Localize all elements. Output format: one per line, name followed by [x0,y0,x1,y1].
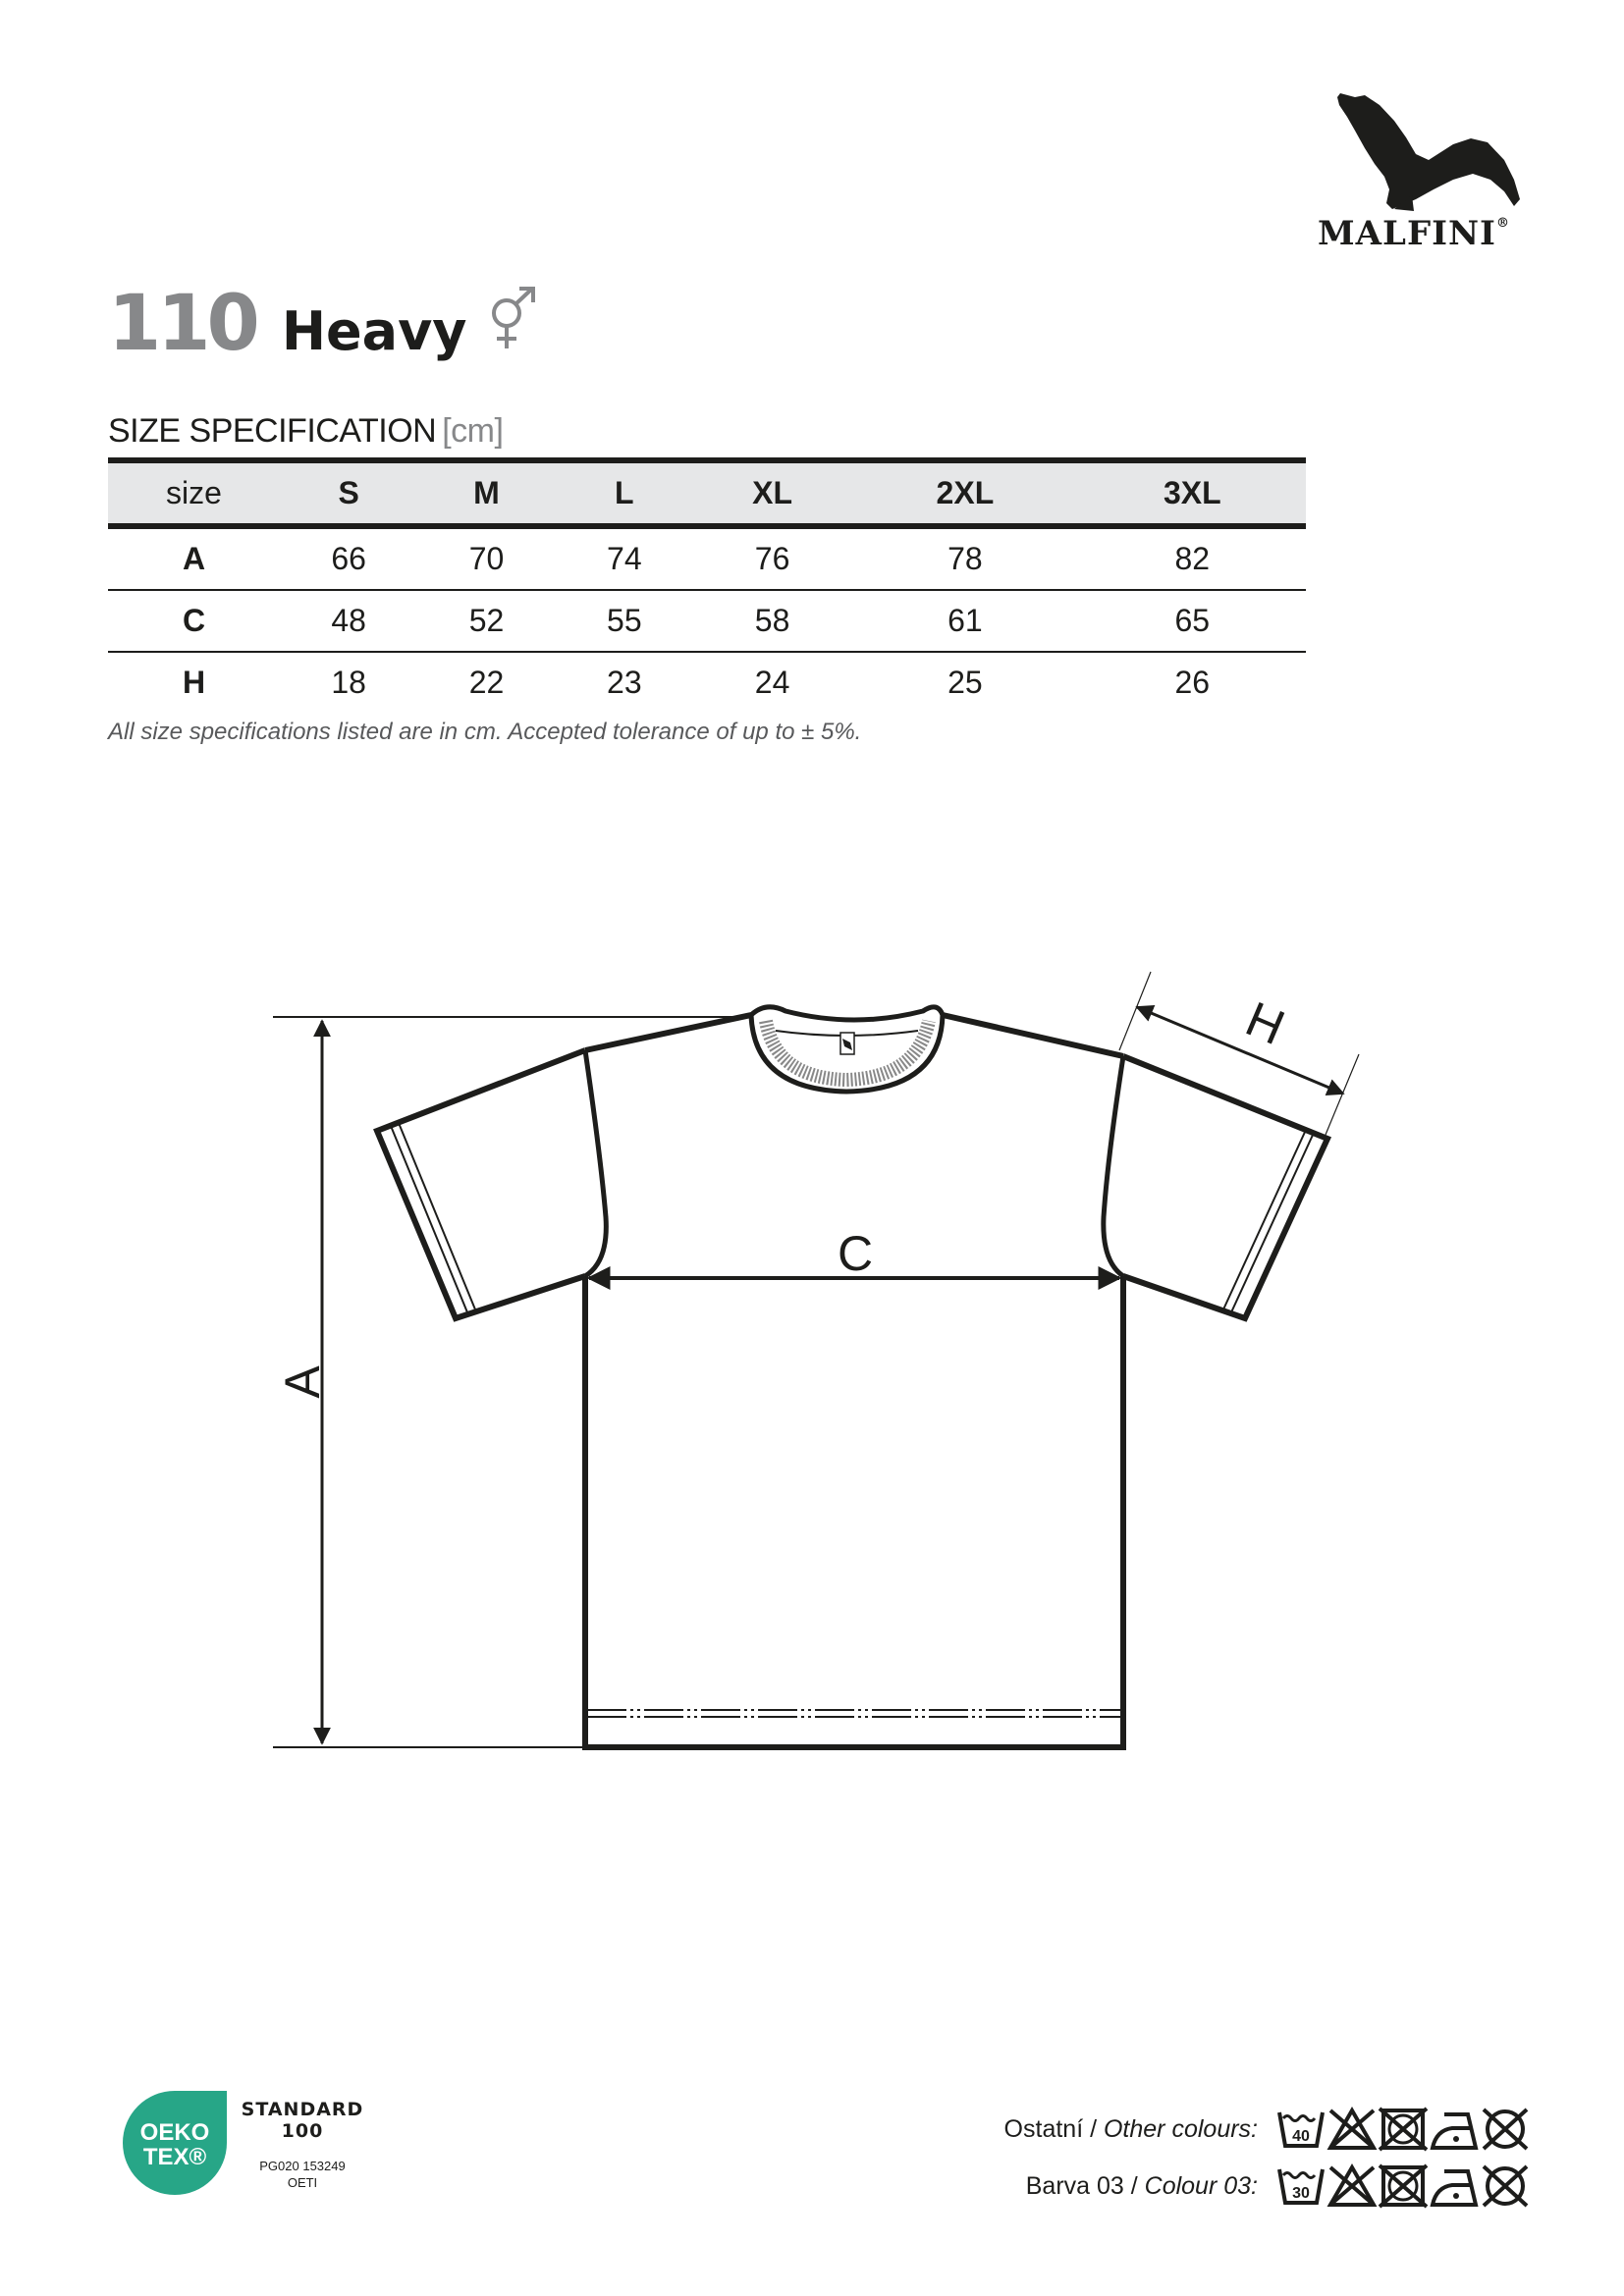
right-sleeve-outline [1123,1056,1327,1318]
svg-text:30: 30 [1292,2185,1310,2202]
no-dry-clean-icon [1480,2163,1531,2209]
table-cell: 82 [1079,526,1306,590]
unisex-icon [487,286,538,350]
no-bleach-icon [1326,2163,1378,2209]
table-cell: 66 [280,526,417,590]
row-label: A [108,526,280,590]
header-size: 3XL [1079,460,1306,526]
table-row [108,590,1306,652]
dimension-a [273,1017,751,1747]
header-size: M [417,460,555,526]
malfini-logo [1296,83,1532,255]
row-label: C [108,590,280,652]
table-cell: 55 [556,590,693,652]
svg-text:40: 40 [1292,2128,1310,2145]
header-size: XL [693,460,851,526]
tshirt-body-outline [585,1276,1123,1747]
care-row-other-colours [1004,2107,1531,2152]
iron-low-icon [1429,2107,1480,2152]
table-cell: 70 [417,526,555,590]
table-cell: 25 [947,665,983,700]
table-cell: 61 [851,590,1078,652]
table-cell: 24 [754,665,790,700]
header-size: S [280,460,417,526]
care-label: Barva 03 / Colour 03: [1025,2171,1258,2200]
dimension-label-h: H [1238,990,1293,1056]
certificate-code: PG020 153249 OETI [259,2159,346,2190]
table-cell: 58 [693,590,851,652]
row-label: H [182,665,206,700]
wash-40-icon [1275,2107,1326,2152]
dimension-h [1119,972,1359,1135]
tolerance-note: All size specifications listed are in cm. Accepted tolerance of up to ± 5%. [108,719,862,745]
table-cell: 22 [468,665,505,700]
section-title: SIZE SPECIFICATION [cm] [108,412,504,450]
dimension-label-c: C [837,1226,874,1281]
header-size: 2XL [851,460,1078,526]
left-sleeve-outline [377,1050,585,1318]
care-label: Ostatní / Other colours: [1003,2114,1258,2143]
table-cell: 74 [556,526,693,590]
table-cell: 48 [280,590,417,652]
oeko-tex-certification [123,2091,378,2199]
no-bleach-icon [1326,2107,1378,2152]
oeko-tex-logo: OEKO TEX® [123,2091,227,2195]
care-row-colour-03 [1026,2163,1531,2209]
table-cell: 65 [1079,590,1306,652]
table-cell: 23 [607,665,642,700]
table-cell: 18 [331,665,366,700]
iron-low-icon [1429,2163,1480,2209]
table-row [108,652,1306,713]
standard-label: STANDARD 100 [241,2099,364,2142]
no-dry-clean-icon [1480,2107,1531,2152]
no-tumble-dry-icon [1378,2163,1429,2209]
brand-name: MALFINI® [1318,214,1510,253]
header-size: L [556,460,693,526]
dimension-label-a: A [275,1365,330,1399]
table-cell: 78 [851,526,1078,590]
table-cell: 26 [1174,665,1211,700]
product-code: 110 [108,280,256,368]
table-cell: 52 [417,590,555,652]
no-tumble-dry-icon [1378,2107,1429,2152]
size-table [108,457,1306,713]
table-cell: 76 [693,526,851,590]
product-title [108,280,538,368]
table-row [108,526,1306,590]
header-size-label: size [108,460,280,526]
wash-30-icon [1275,2163,1326,2209]
table-header-row [108,460,1306,526]
product-name: Heavy [281,300,467,362]
eagle-icon [1296,83,1532,216]
